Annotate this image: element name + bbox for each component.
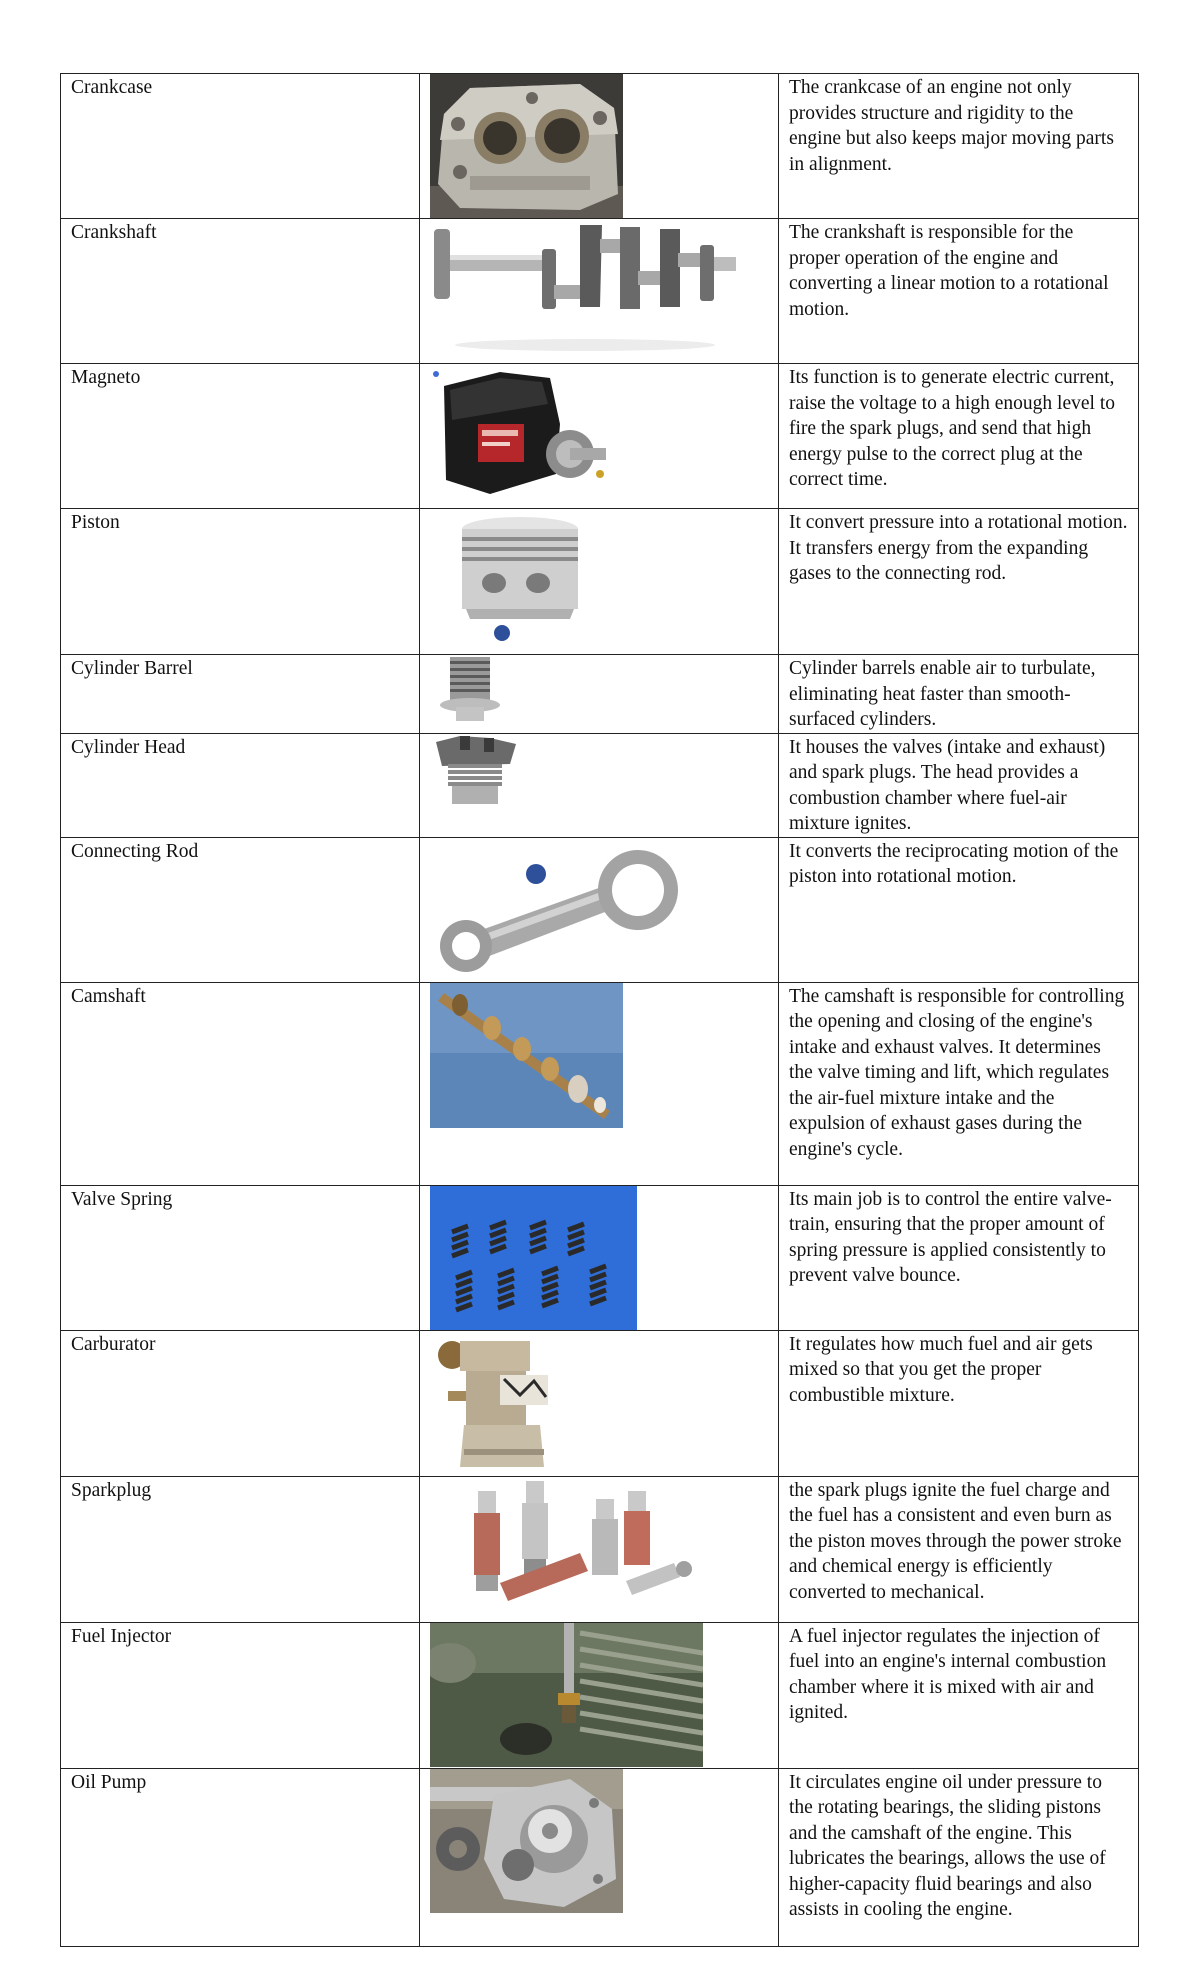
- part-description: Cylinder barrels enable air to turbulate, eliminating heat faster than smooth-surfaced cylinders.: [789, 658, 1096, 730]
- part-name: Piston: [71, 512, 120, 533]
- part-description: It houses the valves (intake and exhaust) and spark plugs. The head provides a combustion chamber where fuel-air mixture ignites.: [789, 736, 1106, 834]
- part-description-cell: [779, 733, 1139, 837]
- part-image-cell: [420, 655, 779, 734]
- table-row: [61, 655, 1139, 734]
- part-description: It circulates engine oil under pressure to the rotating bearings, the sliding pistons and the camshaft of the engine. This lubricates the bearings, allows the use of higher-capacity fluid bearings and also assists in cooling the engine.: [789, 1771, 1106, 1920]
- part-name-cell: [61, 655, 420, 734]
- part-name-cell: [61, 1476, 420, 1622]
- part-description: A fuel injector regulates the injection of fuel into an engine's internal combustion chamber where it is mixed with air and ignited.: [789, 1625, 1107, 1723]
- part-description-cell: [779, 74, 1139, 219]
- connecting-rod-icon: [430, 838, 690, 978]
- table-row: [61, 1476, 1139, 1622]
- part-name: Sparkplug: [71, 1479, 152, 1501]
- part-description-cell: [779, 509, 1139, 655]
- part-name-cell: [61, 733, 420, 837]
- part-description-cell: [779, 219, 1139, 364]
- part-description-cell: [779, 1185, 1139, 1330]
- oil-pump-icon: [430, 1769, 623, 1913]
- table-row: [61, 837, 1139, 982]
- part-image-cell: [420, 982, 779, 1185]
- part-name: Magneto: [71, 367, 141, 388]
- part-description-cell: [779, 1622, 1139, 1768]
- part-name-cell: [61, 364, 420, 509]
- part-name-cell: [61, 1185, 420, 1330]
- part-description: It converts the reciprocating motion of the piston into rotational motion.: [789, 840, 1119, 887]
- part-image-cell: [420, 1768, 779, 1946]
- part-description-cell: [779, 1768, 1139, 1946]
- part-name-cell: [61, 1622, 420, 1768]
- part-description: It convert pressure into a rotational motion. It transfers energy from the expanding gases to the connecting rod.: [789, 512, 1128, 584]
- table-row: [61, 219, 1139, 364]
- table-row: [61, 509, 1139, 655]
- part-name-cell: [61, 837, 420, 982]
- part-name: Valve Spring: [71, 1188, 173, 1210]
- part-image-cell: [420, 219, 779, 364]
- part-image-cell: [420, 1185, 779, 1330]
- part-description-cell: [779, 982, 1139, 1185]
- part-name-cell: [61, 509, 420, 655]
- part-description: The crankshaft is responsible for the proper operation of the engine and converting a linear motion to a rotational motion.: [789, 222, 1109, 320]
- valve-spring-icon: [430, 1186, 637, 1330]
- part-image-cell: [420, 364, 779, 509]
- fuel-injector-icon: [430, 1623, 703, 1767]
- part-description-cell: [779, 364, 1139, 509]
- part-name: Fuel Injector: [71, 1625, 172, 1647]
- part-description: Its function is to generate electric current, raise the voltage to a high enough level to fire the spark plugs, and send that high energy pulse to the correct plug at the correct time.: [789, 367, 1115, 490]
- part-description-cell: [779, 1330, 1139, 1476]
- cylinder-barrel-icon: [430, 655, 510, 725]
- part-description: The camshaft is responsible for controlling the opening and closing of the engine's intake and exhaust valves. It determines the valve timing and lift, which regulates the air-fuel mixture intake and the expulsion of exhaust gases during the engine's cycle.: [789, 985, 1125, 1160]
- sparkplug-icon: [430, 1477, 717, 1621]
- part-description: It regulates how much fuel and air gets mixed so that you get the proper combustible mixture.: [789, 1333, 1093, 1406]
- part-image-cell: [420, 733, 779, 837]
- part-name-cell: [61, 1768, 420, 1946]
- table-row: [61, 74, 1139, 219]
- crankcase-icon: [430, 74, 623, 218]
- engine-parts-table: [60, 73, 1139, 1947]
- part-description: the spark plugs ignite the fuel charge and the fuel has a consistent and even burn as the piston moves through the power stroke and chemical energy is efficiently converted to mechanical.: [789, 1479, 1122, 1603]
- magneto-icon: [430, 364, 620, 504]
- part-name: Camshaft: [71, 985, 146, 1007]
- part-name: Crankshaft: [71, 222, 157, 243]
- part-description-cell: [779, 655, 1139, 734]
- camshaft-icon: [430, 983, 623, 1128]
- cylinder-head-icon: [430, 734, 520, 810]
- part-name-cell: [61, 982, 420, 1185]
- table-row: [61, 364, 1139, 509]
- part-name: Crankcase: [71, 77, 153, 98]
- part-name: Cylinder Head: [71, 736, 186, 758]
- part-image-cell: [420, 837, 779, 982]
- part-name: Oil Pump: [71, 1771, 147, 1793]
- part-name: Carburator: [71, 1333, 156, 1355]
- table-row: [61, 733, 1139, 837]
- table-row: [61, 1622, 1139, 1768]
- part-name: Cylinder Barrel: [71, 658, 193, 679]
- table-row: [61, 1185, 1139, 1330]
- carburator-icon: [430, 1331, 570, 1473]
- table-row: [61, 982, 1139, 1185]
- part-image-cell: [420, 74, 779, 219]
- part-description-cell: [779, 837, 1139, 982]
- part-description-cell: [779, 1476, 1139, 1622]
- part-name-cell: [61, 74, 420, 219]
- piston-icon: [430, 509, 590, 651]
- part-description: Its main job is to control the entire valve-train, ensuring that the proper amount of spring pressure is applied consistently to prevent valve bounce.: [789, 1188, 1112, 1286]
- part-name-cell: [61, 219, 420, 364]
- crankshaft-icon: [430, 219, 740, 361]
- part-image-cell: [420, 509, 779, 655]
- part-image-cell: [420, 1622, 779, 1768]
- part-image-cell: [420, 1476, 779, 1622]
- part-description: The crankcase of an engine not only provides structure and rigidity to the engine but also keeps major moving parts in alignment.: [789, 77, 1114, 175]
- table-row: [61, 1330, 1139, 1476]
- part-image-cell: [420, 1330, 779, 1476]
- part-name-cell: [61, 1330, 420, 1476]
- part-name: Connecting Rod: [71, 840, 199, 862]
- table-row: [61, 1768, 1139, 1946]
